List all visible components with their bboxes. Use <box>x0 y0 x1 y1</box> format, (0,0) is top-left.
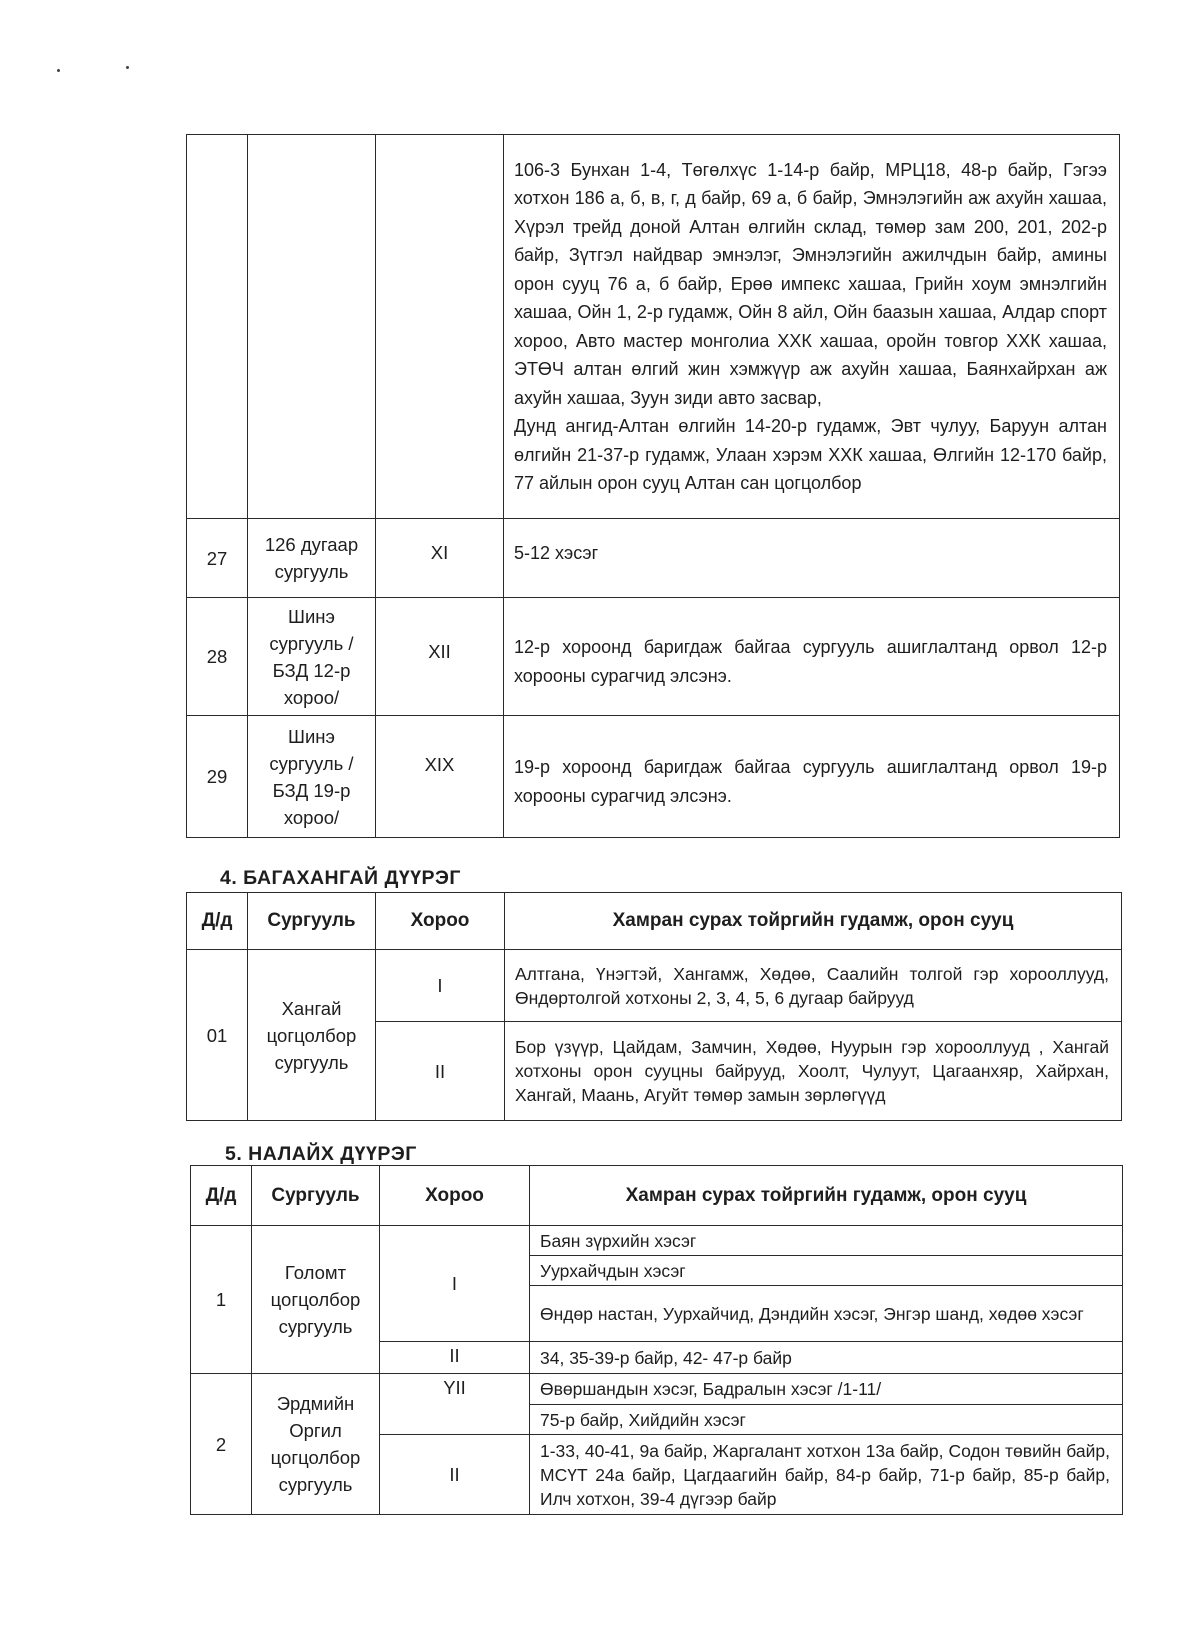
khoroo-cell: XI <box>376 519 504 598</box>
area-cell: 19-р хороонд баригдаж байгаа сургууль ашиглалтанд орвол 19-р хорооны сурагчид элсэнэ. <box>504 716 1120 838</box>
area-cell: Өвөршандын хэсэг, Бадралын хэсэг /1-11/ <box>530 1374 1123 1405</box>
row-number: 28 <box>187 598 248 716</box>
column-header: Д/д <box>191 1166 252 1226</box>
school-name: Шинэ сургууль /БЗД 12-р хороо/ <box>248 598 376 716</box>
area-cell: Баян зүрхийн хэсэг <box>530 1226 1123 1256</box>
school-name: Шинэ сургууль /БЗД 19-р хороо/ <box>248 716 376 838</box>
area-cell: 12-р хороонд баригдаж байгаа сургууль ашиглалтанд орвол 12-р хорооны сурагчид элсэнэ. <box>504 598 1120 716</box>
area-paragraph: 106-3 Бунхан 1-4, Төгөлхүс 1-14-р байр, МРЦ18, 48-р байр, Гэгээ хотхон 186 а, б, в, г, д байр, 69 а, б байр, Эмнэлэгийн аж ахуйн хашаа, Хүрэл трейд доной Алтан өлгийн склад, төмөр зам 200, 201, 202-р байр, Зүтгэл найдвар эмнэлэг, Эмнэлэгийн ажилчдын байр, амины орон сууц 76 а, б байр, Ерөө импекс хашаа, Грийн хоум эмнэлгийн хашаа, Ойн 1, 2-р гудамж, Ойн 8 айл, Ойн баазын хашаа, Алдар спорт хороо, Авто мастер монголиа ХХК хашаа, оройн товгор ХХК хашаа, ЭТӨЧ алтан өлгий жин хэмжүүр аж ахуйн хашаа, Баянхайрхан аж ахуйн хашаа, Зуун зиди авто засвар, <box>514 159 1107 408</box>
column-header: Сургууль <box>252 1166 380 1226</box>
column-header: Сургууль <box>248 893 376 950</box>
column-header: Хороо <box>380 1166 530 1226</box>
table-row <box>187 135 1120 519</box>
table-row <box>187 519 1120 598</box>
area-cell: Бор үзүүр, Цайдам, Замчин, Хөдөө, Нуурын гэр хорооллууд , Хангай хотхоны орон сууцны байрууд, Хоолт, Чулуут, Цагаанхяр, Хайрхан, Хангай, Маань, Агуйт төмөр замын зөрлөгүүд <box>505 1022 1122 1121</box>
khoroo-cell: XIX <box>376 716 504 838</box>
district-table <box>190 1165 1123 1515</box>
table-row <box>191 1374 1123 1405</box>
khoroo-cell: I <box>376 950 505 1022</box>
section-heading: 5. НАЛАЙХ ДҮҮРЭГ <box>225 1143 417 1165</box>
school-name: Хангай цогцолбор сургууль <box>248 950 376 1121</box>
area-cell: 34, 35-39-р байр, 42- 47-р байр <box>530 1342 1123 1374</box>
table-header-row <box>187 893 1122 950</box>
scan-speck <box>57 69 60 72</box>
school-name: Голомт цогцолбор сургууль <box>252 1226 380 1374</box>
area-cell: Уурхайчдын хэсэг <box>530 1256 1123 1286</box>
school-name: Эрдмийн Оргил цогцолбор сургууль <box>252 1374 380 1515</box>
table-row <box>187 716 1120 838</box>
khoroo-cell: II <box>376 1022 505 1121</box>
row-number: 29 <box>187 716 248 838</box>
khoroo-cell: II <box>380 1342 530 1374</box>
khoroo-cell: XII <box>376 598 504 716</box>
scan-speck <box>126 66 129 69</box>
table-row <box>187 598 1120 716</box>
column-header: Хамран сурах тойргийн гудамж, орон сууц <box>530 1166 1123 1226</box>
column-header: Д/д <box>187 893 248 950</box>
row-number: 01 <box>187 950 248 1121</box>
khoroo-cell: II <box>380 1435 530 1515</box>
area-cell: Алтгана, Үнэгтэй, Хангамж, Хөдөө, Саалийн толгой гэр хорооллууд, Өндөртолгой хотхоны 2, 3, 4, 5, 6 дугаар байрууд <box>505 950 1122 1022</box>
table-row <box>191 1226 1123 1256</box>
area-paragraph: Дунд ангид-Алтан өлгийн 14-20-р гудамж, Эвт чулуу, Баруун алтан өлгийн 21-37-р гудамж, Улаан хэрэм ХХК хашаа, Өлгийн 12-170 байр, 77 айлын орон сууц Алтан сан цогцолбор <box>514 416 1107 493</box>
school-name: 126 дугаар сургууль <box>248 519 376 598</box>
area-cell: 1-33, 40-41, 9а байр, Жаргалант хотхон 13а байр, Содон төвийн байр, МСҮТ 24а байр, Цагдаагийн байр, 84-р байр, 71-р байр, 85-р байр, Илч хотхон, 39-4 дүгээр байр <box>530 1435 1123 1515</box>
area-cell: 5-12 хэсэг <box>504 519 1120 598</box>
area-cell <box>504 135 1120 519</box>
section-heading: 4. БАГАХАНГАЙ ДҮҮРЭГ <box>220 867 461 889</box>
khoroo-cell: YII <box>380 1374 530 1435</box>
row-number: 1 <box>191 1226 252 1374</box>
row-number: 27 <box>187 519 248 598</box>
continuation-table <box>186 134 1120 838</box>
table-row <box>187 950 1122 1022</box>
district-table <box>186 892 1122 1121</box>
table-header-row <box>191 1166 1123 1226</box>
row-number: 2 <box>191 1374 252 1515</box>
column-header: Хамран сурах тойргийн гудамж, орон сууц <box>505 893 1122 950</box>
area-cell: 75-р байр, Хийдийн хэсэг <box>530 1405 1123 1435</box>
column-header: Хороо <box>376 893 505 950</box>
khoroo-cell: I <box>380 1226 530 1342</box>
area-cell: Өндөр настан, Уурхайчид, Дэндийн хэсэг, Энгэр шанд, хөдөө хэсэг <box>530 1286 1123 1342</box>
